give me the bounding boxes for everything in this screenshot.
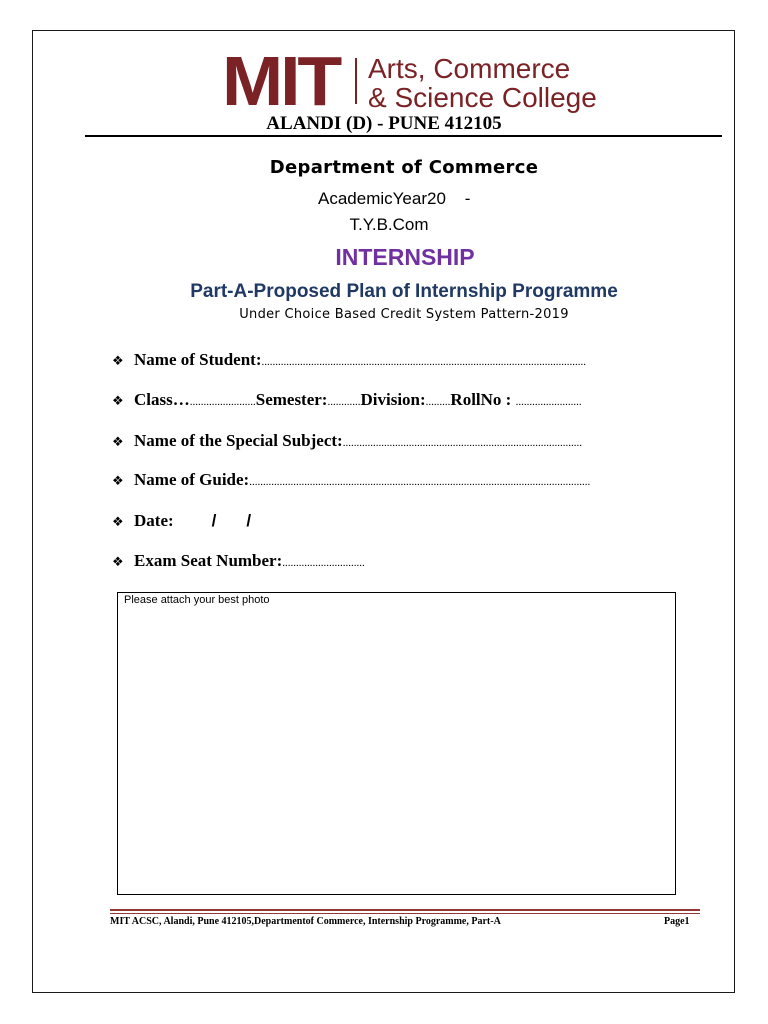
diamond-bullet-icon: ❖: [112, 394, 124, 409]
department-title: Department of Commerce: [269, 157, 539, 178]
footer-text: MIT ACSC, Alandi, Pune 412105,Departmentof Commerce, Internship Programme, Part-A: [110, 916, 501, 927]
special-subject-blank[interactable]: .......................................................................................: [342, 437, 582, 449]
diamond-bullet-icon: ❖: [112, 354, 124, 369]
guide-name-blank[interactable]: ............................................................................................................................: [249, 476, 591, 488]
class-field-row: [112, 389, 582, 411]
college-address: ALANDI (D) - PUNE 412105: [266, 113, 502, 134]
diamond-bullet-icon: ❖: [112, 555, 124, 570]
footer-divider-thin: [110, 913, 700, 914]
date-separator: /: [211, 511, 217, 530]
guide-name-field: [112, 469, 590, 491]
course-name: T.Y.B.Com: [349, 215, 429, 234]
semester-blank[interactable]: ............: [327, 396, 361, 408]
division-blank[interactable]: .........: [425, 396, 451, 408]
document-title: INTERNSHIP: [335, 244, 475, 270]
logo-mark: MIT: [222, 42, 340, 120]
page-number: Page1: [664, 916, 690, 927]
class-blank[interactable]: ........................: [189, 396, 256, 408]
diamond-bullet-icon: ❖: [112, 474, 124, 489]
logo-divider: [355, 58, 357, 104]
diamond-bullet-icon: ❖: [112, 435, 124, 450]
diamond-bullet-icon: ❖: [112, 515, 124, 530]
rollno-blank[interactable]: ........................: [515, 396, 582, 408]
semester-label: Semester:: [255, 390, 328, 409]
student-name-field: [112, 349, 586, 371]
date-label: Date:: [134, 511, 174, 530]
credit-pattern: Under Choice Based Credit System Pattern-2019: [239, 307, 569, 322]
division-label: Division:: [360, 390, 426, 409]
logo-line-1: Arts, Commerce: [368, 53, 571, 84]
photo-label: Please attach your best photo: [124, 594, 270, 606]
rollno-label: RollNo :: [450, 390, 516, 409]
photo-attachment-box[interactable]: [117, 592, 676, 895]
document-subtitle: Part-A-Proposed Plan of Internship Programme: [190, 281, 618, 302]
special-subject-field: [112, 430, 582, 452]
date-separator: /: [246, 511, 252, 530]
exam-seat-field: [112, 550, 365, 572]
exam-seat-label: Exam Seat Number:: [134, 551, 283, 570]
logo-line-2: & Science College: [368, 82, 597, 113]
student-name-blank[interactable]: ......................................................................................................................: [261, 356, 586, 368]
college-logo: [222, 42, 602, 120]
academic-year: AcademicYear20 -: [318, 189, 471, 208]
header-divider: [85, 135, 722, 137]
exam-seat-blank[interactable]: ..............................: [282, 557, 365, 569]
class-label: Class…: [134, 390, 190, 409]
guide-name-label: Name of Guide:: [134, 470, 250, 489]
special-subject-label: Name of the Special Subject:: [134, 431, 343, 450]
date-field: [112, 510, 251, 532]
student-name-label: Name of Student:: [134, 350, 262, 369]
footer-divider: [110, 909, 700, 911]
